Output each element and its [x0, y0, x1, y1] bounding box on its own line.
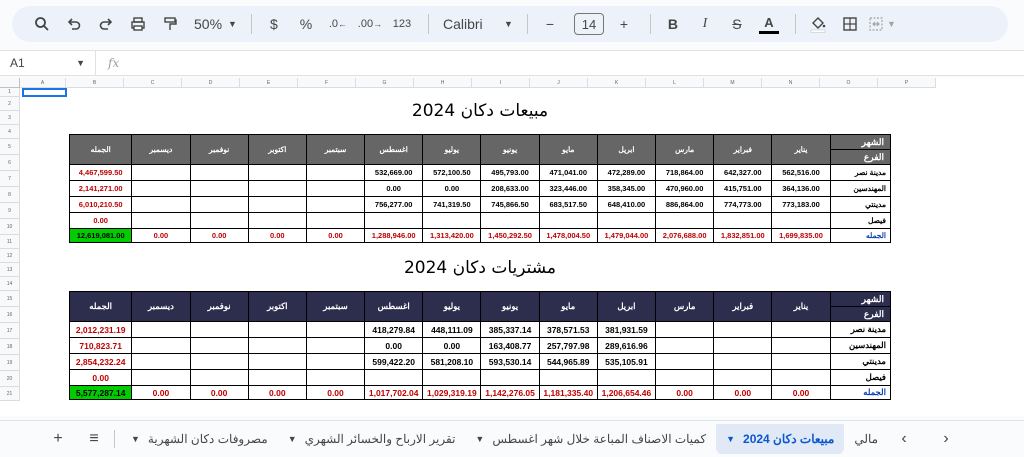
month-total-cell[interactable]: 0.00 [714, 386, 772, 400]
month-total-cell[interactable]: 1,478,004.50 [539, 229, 597, 243]
value-cell[interactable]: 472,289.00 [597, 165, 655, 181]
month-header[interactable]: يناير [772, 292, 830, 322]
column-header[interactable]: N [762, 78, 820, 88]
column-header[interactable]: H [414, 78, 472, 88]
sheet-tabs-bar [0, 420, 1024, 457]
font-select[interactable] [437, 16, 519, 32]
table-header-row [70, 135, 891, 165]
value-cell[interactable]: 599,422.20 [365, 354, 423, 370]
month-header[interactable]: نوفمبر [190, 292, 248, 322]
row-header[interactable]: 14 [0, 277, 20, 291]
branch-total-cell[interactable]: 0.00 [70, 370, 132, 386]
strikethrough-button[interactable]: S [732, 16, 742, 32]
value-cell[interactable] [132, 197, 190, 213]
month-total-cell[interactable]: 1,017,702.04 [365, 386, 423, 400]
divider [527, 14, 528, 34]
month-total-cell[interactable]: 0.00 [772, 386, 830, 400]
table-header-row [70, 292, 891, 322]
month-header[interactable]: اغسطس [365, 135, 423, 165]
table-row [70, 181, 891, 197]
increase-decimal-button[interactable]: .00 → [357, 18, 383, 30]
month-header[interactable]: سبتمبر [306, 292, 364, 322]
value-cell[interactable] [190, 354, 248, 370]
chevron-down-icon: ▼ [76, 58, 85, 68]
value-cell[interactable]: 381,931.59 [597, 322, 655, 338]
purchases-table [69, 291, 891, 400]
redo-icon[interactable] [92, 10, 120, 38]
value-cell[interactable] [132, 213, 190, 229]
value-cell[interactable] [190, 181, 248, 197]
text-color-label: A [764, 14, 774, 30]
value-cell[interactable] [772, 338, 830, 354]
column-header[interactable]: C [124, 78, 182, 88]
value-cell[interactable] [656, 338, 714, 354]
branch-name-cell[interactable]: فيصل [830, 370, 890, 386]
column-header[interactable]: B [66, 78, 124, 88]
value-cell[interactable] [714, 322, 772, 338]
borders-icon[interactable] [836, 10, 864, 38]
value-cell[interactable] [190, 338, 248, 354]
month-total-cell[interactable]: 1,029,319.19 [423, 386, 481, 400]
column-header[interactable]: K [588, 78, 646, 88]
month-total-cell[interactable]: 0.00 [190, 386, 248, 400]
branch-name-cell[interactable]: مدينتي [830, 354, 890, 370]
grand-total-cell[interactable]: 5,577,287.14 [70, 386, 132, 400]
branch-total-cell[interactable]: 0.00 [70, 213, 132, 229]
value-cell[interactable] [656, 354, 714, 370]
divider [251, 14, 252, 34]
number-format-label: 123 [392, 18, 412, 30]
value-cell[interactable]: 535,105.91 [597, 354, 655, 370]
month-total-cell[interactable]: 1,206,654.46 [597, 386, 655, 400]
value-cell[interactable]: 289,616.96 [597, 338, 655, 354]
branch-total-cell[interactable]: 4,467,599.50 [70, 165, 132, 181]
row-header[interactable]: 8 [0, 187, 20, 203]
chevron-left-icon: ‹ [901, 430, 907, 447]
month-header[interactable]: يناير [772, 135, 830, 165]
value-cell[interactable] [481, 213, 539, 229]
text-color-button[interactable] [755, 10, 783, 38]
row-header[interactable]: 10 [0, 219, 20, 235]
month-label: الشهر [831, 135, 890, 150]
month-header[interactable]: ديسمبر [132, 292, 190, 322]
row-header[interactable]: 17 [0, 323, 20, 339]
row-header[interactable]: 2 [0, 97, 20, 111]
decrease-decimal-button[interactable]: .0 ← [328, 18, 348, 30]
value-cell[interactable] [772, 322, 830, 338]
value-cell[interactable] [132, 322, 190, 338]
value-cell[interactable] [248, 165, 306, 181]
fill-color-icon[interactable] [804, 10, 832, 38]
value-cell[interactable] [306, 213, 364, 229]
text-color-swatch [759, 31, 779, 34]
tab-label: مصروفات دكان الشهرية [147, 432, 268, 446]
row-header[interactable]: 3 [0, 111, 20, 125]
value-cell[interactable] [248, 322, 306, 338]
value-cell[interactable]: 532,669.00 [365, 165, 423, 181]
value-cell[interactable] [656, 370, 714, 386]
value-cell[interactable]: 718,864.00 [656, 165, 714, 181]
divider [650, 14, 651, 34]
value-cell[interactable]: 418,279.84 [365, 322, 423, 338]
month-total-cell[interactable]: 0.00 [306, 386, 364, 400]
month-header[interactable]: يونيو [481, 135, 539, 165]
value-cell[interactable] [248, 354, 306, 370]
value-cell[interactable] [656, 213, 714, 229]
table-row [70, 165, 891, 181]
month-total-cell[interactable]: 1,181,335.40 [539, 386, 597, 400]
value-cell[interactable] [132, 354, 190, 370]
value-cell[interactable]: 562,516.00 [772, 165, 830, 181]
search-icon[interactable] [28, 10, 56, 38]
grand-total-cell[interactable]: 12,619,081.00 [70, 229, 132, 243]
chevron-down-icon: ▼ [131, 434, 140, 444]
value-cell[interactable]: 448,111.09 [423, 322, 481, 338]
month-header[interactable]: فبراير [714, 135, 772, 165]
value-cell[interactable]: 358,345.00 [597, 181, 655, 197]
increase-font-size-button[interactable]: + [619, 16, 629, 32]
sales-table [69, 134, 891, 243]
value-cell[interactable]: 257,797.98 [539, 338, 597, 354]
branch-name-cell[interactable]: فيصل [830, 213, 890, 229]
value-cell[interactable] [132, 370, 190, 386]
row-header[interactable]: 6 [0, 155, 20, 171]
value-cell[interactable] [132, 181, 190, 197]
font-name: Calibri [442, 16, 483, 32]
percent-format-button[interactable]: % [299, 16, 313, 32]
column-header[interactable]: G [356, 78, 414, 88]
value-cell[interactable]: 648,410.00 [597, 197, 655, 213]
row-header[interactable]: 18 [0, 339, 20, 355]
row-header[interactable]: 20 [0, 371, 20, 387]
selected-cell[interactable] [22, 88, 67, 97]
menu-icon: ≡ [89, 430, 99, 447]
row-header[interactable]: 13 [0, 263, 20, 277]
tab-label: مالي [854, 432, 879, 446]
value-cell[interactable] [714, 370, 772, 386]
month-header[interactable]: مايو [539, 135, 597, 165]
month-header[interactable]: فبراير [714, 292, 772, 322]
tab-quantities[interactable] [465, 424, 716, 454]
month-header[interactable]: مايو [539, 292, 597, 322]
tab-label: مبيعات دكان 2024 [743, 432, 835, 446]
tab-sales[interactable] [716, 424, 844, 454]
total-label-cell[interactable]: الجمله [830, 386, 890, 400]
branch-total-cell[interactable]: 2,141,271.00 [70, 181, 132, 197]
month-header[interactable]: اكتوبر [248, 292, 306, 322]
column-header[interactable]: A [20, 78, 66, 88]
month-header[interactable]: سبتمبر [306, 135, 364, 165]
value-cell[interactable]: 323,446.00 [539, 181, 597, 197]
value-cell[interactable]: 208,633.00 [481, 181, 539, 197]
all-sheets-button[interactable] [80, 430, 108, 448]
column-header[interactable]: J [530, 78, 588, 88]
value-cell[interactable] [190, 197, 248, 213]
table-row [70, 322, 891, 338]
merge-cells-icon[interactable]: ▼ [868, 10, 896, 38]
value-cell[interactable] [772, 213, 830, 229]
value-cell[interactable] [132, 165, 190, 181]
name-box[interactable] [0, 51, 96, 75]
value-cell[interactable]: 544,965.89 [539, 354, 597, 370]
number-format-button[interactable] [388, 10, 416, 38]
value-cell[interactable] [248, 370, 306, 386]
month-total-cell[interactable]: 1,479,044.00 [597, 229, 655, 243]
value-cell[interactable] [248, 338, 306, 354]
value-cell[interactable] [714, 338, 772, 354]
row-header[interactable]: 4 [0, 125, 20, 139]
branch-total-cell[interactable]: 2,012,231.19 [70, 322, 132, 338]
value-cell[interactable] [365, 213, 423, 229]
value-cell[interactable] [190, 322, 248, 338]
month-total-cell[interactable]: 0.00 [132, 386, 190, 400]
month-header[interactable]: ديسمبر [132, 135, 190, 165]
total-label-cell[interactable]: الجمله [830, 229, 890, 243]
table-row [70, 213, 891, 229]
value-cell[interactable] [306, 197, 364, 213]
month-total-cell[interactable]: 0.00 [306, 229, 364, 243]
row-header[interactable]: 5 [0, 139, 20, 155]
value-cell[interactable] [539, 370, 597, 386]
purchases-title: مشتريات دكان 2024 [403, 258, 557, 278]
table-row [70, 354, 891, 370]
value-cell[interactable]: 581,208.10 [423, 354, 481, 370]
value-cell[interactable]: 0.00 [365, 338, 423, 354]
value-cell[interactable]: 0.00 [423, 338, 481, 354]
value-cell[interactable] [306, 181, 364, 197]
branch-label: الفرع [863, 151, 884, 162]
column-header[interactable]: D [182, 78, 240, 88]
value-cell[interactable]: 593,530.14 [481, 354, 539, 370]
value-cell[interactable] [772, 370, 830, 386]
value-cell[interactable]: 0.00 [423, 181, 481, 197]
italic-button[interactable]: I [702, 16, 708, 31]
column-header[interactable]: E [240, 78, 298, 88]
toolbar [12, 6, 1008, 42]
zoom-value: 50% [194, 16, 223, 32]
month-total-cell[interactable]: 2,076,688.00 [656, 229, 714, 243]
row-headers [0, 88, 20, 401]
month-total-cell[interactable]: 0.00 [248, 229, 306, 243]
tab-profit-loss[interactable] [278, 424, 466, 454]
value-cell[interactable]: 642,327.00 [714, 165, 772, 181]
row-header[interactable]: 9 [0, 203, 20, 219]
chevron-down-icon: ▼ [504, 19, 513, 29]
column-header[interactable]: O [820, 78, 878, 88]
table-row [70, 338, 891, 354]
value-cell[interactable]: 572,100.50 [423, 165, 481, 181]
row-header[interactable]: 12 [0, 249, 20, 263]
chevron-down-icon: ▼ [287, 434, 297, 444]
value-cell[interactable] [132, 338, 190, 354]
tab-expenses[interactable] [121, 424, 278, 454]
value-cell[interactable] [190, 370, 248, 386]
header-corner-cell[interactable] [830, 292, 890, 322]
value-cell[interactable]: 385,337.14 [481, 322, 539, 338]
month-header[interactable]: ابريل [597, 292, 655, 322]
row-header[interactable]: 21 [0, 387, 20, 401]
value-cell[interactable]: 773,183.00 [772, 197, 830, 213]
value-cell[interactable] [597, 213, 655, 229]
header-corner-cell[interactable] [830, 135, 890, 165]
table-row [70, 370, 891, 386]
decrease-font-size-button[interactable]: − [545, 16, 555, 32]
month-header[interactable]: ابريل [597, 135, 655, 165]
month-header[interactable]: يوليو [423, 292, 481, 322]
value-cell[interactable] [306, 165, 364, 181]
month-header[interactable]: اكتوبر [248, 135, 306, 165]
chevron-down-icon: ▼ [726, 434, 736, 444]
chevron-down-icon: ▼ [475, 434, 485, 444]
formula-bar [0, 50, 1024, 76]
value-cell[interactable]: 378,571.53 [539, 322, 597, 338]
row-header[interactable]: 11 [0, 235, 20, 249]
month-total-cell[interactable]: 0.00 [132, 229, 190, 243]
month-total-cell[interactable]: 1,142,276.05 [481, 386, 539, 400]
column-header[interactable]: L [646, 78, 704, 88]
select-all-corner[interactable] [0, 78, 20, 88]
month-total-cell[interactable]: 1,313,420.00 [423, 229, 481, 243]
month-header[interactable]: يونيو [481, 292, 539, 322]
row-header[interactable]: 15 [0, 291, 20, 307]
row-header[interactable]: 19 [0, 355, 20, 371]
month-label: الشهر [831, 292, 890, 307]
column-header[interactable]: M [704, 78, 762, 88]
currency-format-button[interactable]: $ [270, 16, 278, 32]
value-cell[interactable]: 470,960.00 [656, 181, 714, 197]
value-cell[interactable] [248, 181, 306, 197]
branch-name-cell[interactable]: المهندسين [830, 338, 890, 354]
row-header[interactable]: 16 [0, 307, 20, 323]
total-row [70, 386, 891, 400]
sales-title: مبيعات دكان 2024 [411, 101, 549, 121]
column-headers [20, 78, 936, 88]
divider [114, 430, 115, 448]
column-header[interactable]: I [472, 78, 530, 88]
month-total-cell[interactable]: 1,699,835.00 [772, 229, 830, 243]
value-cell[interactable]: 163,408.77 [481, 338, 539, 354]
scroll-tabs-left-button[interactable] [890, 430, 918, 448]
value-cell[interactable] [656, 322, 714, 338]
month-total-cell[interactable]: 0.00 [248, 386, 306, 400]
value-cell[interactable] [306, 338, 364, 354]
value-cell[interactable] [481, 370, 539, 386]
tab-financial[interactable] [844, 424, 882, 454]
print-icon[interactable] [124, 10, 152, 38]
value-cell[interactable] [597, 370, 655, 386]
value-cell[interactable]: 0.00 [365, 181, 423, 197]
row-header[interactable]: 7 [0, 171, 20, 187]
add-sheet-label: + [53, 430, 63, 447]
value-cell[interactable] [423, 370, 481, 386]
cell-reference: A1 [10, 56, 25, 70]
month-total-cell[interactable]: 1,288,946.00 [365, 229, 423, 243]
branch-total-cell[interactable]: 2,854,232.24 [70, 354, 132, 370]
month-total-cell[interactable]: 1,450,292.50 [481, 229, 539, 243]
branch-name-cell[interactable]: مدينتي [830, 197, 890, 213]
value-cell[interactable]: 471,041.00 [539, 165, 597, 181]
branch-name-cell[interactable]: مدينة نصر [830, 165, 890, 181]
sheet-grid[interactable] [0, 78, 1024, 416]
fx-icon: fx [108, 56, 120, 70]
total-column-header[interactable]: الجمله [70, 135, 132, 165]
value-cell[interactable]: 756,277.00 [365, 197, 423, 213]
tab-label: كميات الاصناف المباعة خلال شهر اغسطس [492, 432, 707, 446]
value-cell[interactable] [365, 370, 423, 386]
value-cell[interactable] [248, 213, 306, 229]
value-cell[interactable] [714, 213, 772, 229]
value-cell[interactable] [190, 213, 248, 229]
total-row [70, 229, 891, 243]
value-cell[interactable]: 415,751.00 [714, 181, 772, 197]
value-cell[interactable] [539, 213, 597, 229]
value-cell[interactable] [248, 197, 306, 213]
tab-label: تقرير الارباح والخسائر الشهري [304, 432, 456, 446]
add-sheet-button[interactable] [44, 430, 72, 448]
paint-format-icon[interactable] [156, 10, 184, 38]
column-header[interactable]: P [878, 78, 936, 88]
value-cell[interactable]: 745,866.50 [481, 197, 539, 213]
month-header[interactable]: مارس [656, 292, 714, 322]
value-cell[interactable] [306, 370, 364, 386]
value-cell[interactable] [423, 213, 481, 229]
branch-name-cell[interactable]: مدينة نصر [830, 322, 890, 338]
value-cell[interactable]: 886,864.00 [656, 197, 714, 213]
undo-icon[interactable] [60, 10, 88, 38]
scroll-tabs-right-button[interactable] [932, 430, 960, 448]
chevron-down-icon: ▼ [228, 19, 237, 29]
month-total-cell[interactable]: 1,832,851.00 [714, 229, 772, 243]
divider [795, 14, 796, 34]
font-size-input[interactable]: 14 [574, 13, 604, 35]
value-cell[interactable]: 774,773.00 [714, 197, 772, 213]
zoom-select[interactable] [188, 16, 243, 32]
branch-total-cell[interactable]: 710,823.71 [70, 338, 132, 354]
bold-button[interactable]: B [667, 16, 679, 32]
chevron-right-icon: › [943, 430, 949, 447]
month-total-cell[interactable]: 0.00 [656, 386, 714, 400]
month-header[interactable]: اغسطس [365, 292, 423, 322]
value-cell[interactable]: 741,319.50 [423, 197, 481, 213]
month-header[interactable]: نوفمبر [190, 135, 248, 165]
value-cell[interactable]: 683,517.50 [539, 197, 597, 213]
value-cell[interactable] [772, 354, 830, 370]
total-column-header[interactable]: الجمله [70, 292, 132, 322]
branch-label: الفرع [863, 308, 884, 319]
column-header[interactable]: F [298, 78, 356, 88]
month-header[interactable]: يوليو [423, 135, 481, 165]
month-total-cell[interactable]: 0.00 [190, 229, 248, 243]
decrease-decimal-label: .0 [328, 18, 339, 30]
value-cell[interactable] [714, 354, 772, 370]
value-cell[interactable] [190, 165, 248, 181]
row-header[interactable]: 1 [0, 88, 20, 97]
table-row [70, 197, 891, 213]
value-cell[interactable]: 495,793.00 [481, 165, 539, 181]
divider [428, 14, 429, 34]
branch-total-cell[interactable]: 6,010,210.50 [70, 197, 132, 213]
month-header[interactable]: مارس [656, 135, 714, 165]
value-cell[interactable]: 364,136.00 [772, 181, 830, 197]
value-cell[interactable] [306, 354, 364, 370]
value-cell[interactable] [306, 322, 364, 338]
branch-name-cell[interactable]: المهندسين [830, 181, 890, 197]
